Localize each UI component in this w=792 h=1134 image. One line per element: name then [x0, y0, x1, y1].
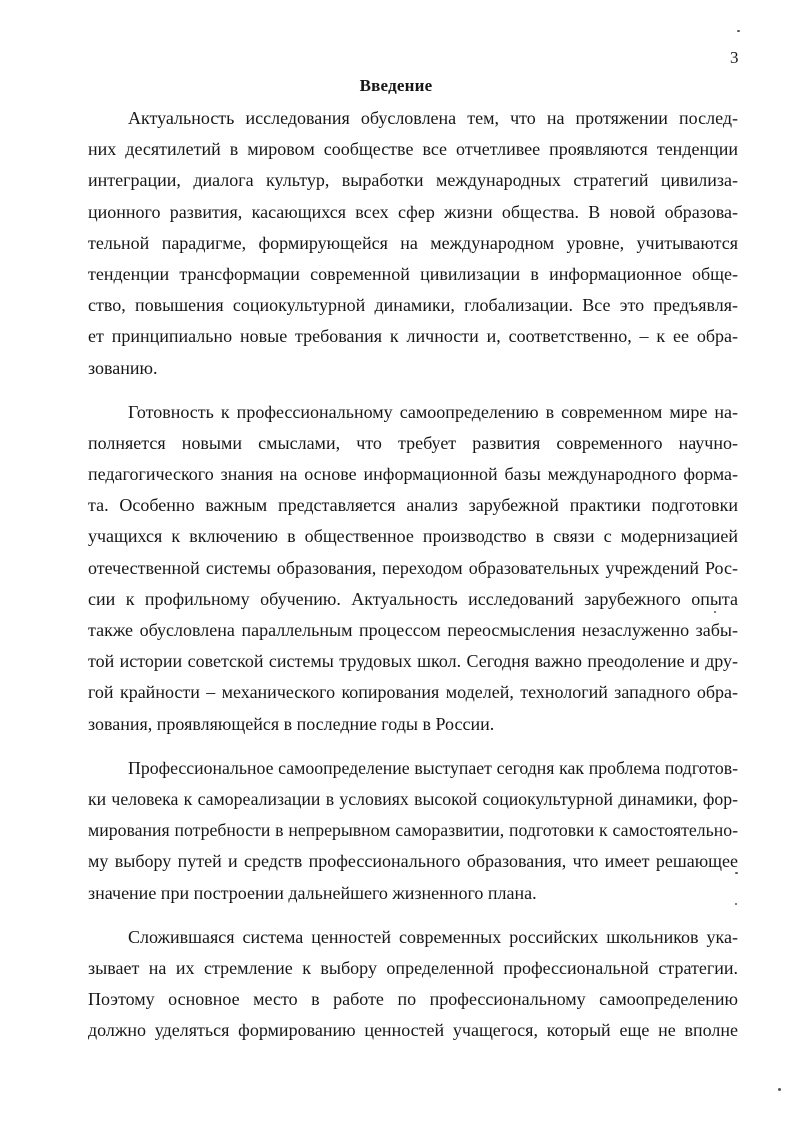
text-line: мирования потребности в непрерывном саморазвитии, подготовки к самостоятельно-: [88, 820, 738, 841]
paragraph-relevance: [88, 103, 738, 384]
text-line: Поэтому основное место в работе по профессиональному самоопределению: [88, 989, 738, 1010]
text-line: учащихся к включению в общественное производство в связи с модернизацией: [88, 526, 738, 547]
text-line: тенденции трансформации современной цивилизации в информационное обще-: [88, 263, 738, 284]
text-line: значение при построении дальнейшего жизненного плана.: [88, 882, 537, 903]
text-line: также обусловлена параллельным процессом переосмысления незаслуженно забы-: [88, 620, 738, 640]
text-line: сии к профильному обучению. Актуальность исследований зарубежного опыта: [88, 588, 738, 609]
text-line: зованию.: [88, 357, 158, 378]
text-line: та. Особенно важным представляется анализ зарубежной практики подготовки: [88, 495, 738, 516]
text-line: му выбору путей и средств профессионального образования, что имеет решающее: [88, 851, 738, 872]
text-line: интеграции, диалога культур, выработки международных стратегий цивилиза-: [88, 170, 738, 191]
scan-speck: [735, 872, 738, 874]
scan-speck: [737, 30, 740, 32]
text-line: ство, повышения социокультурной динамики, глобализации. Все это предъявля-: [88, 295, 738, 316]
text-line: должно уделяться формированию ценностей учащегося, который еще не вполне: [88, 1020, 738, 1041]
scan-speck: [714, 611, 716, 613]
text-line: полняется новыми смыслами, что требует развития современного научно-: [88, 432, 738, 453]
paragraph-self-determination: [88, 753, 738, 909]
page-title: Введение: [359, 76, 433, 95]
text-line: них десятилетий в мировом сообществе все отчетливее проявляются тенденции: [88, 139, 738, 160]
text-line: отечественной системы образования, переходом образовательных учреждений Рос-: [88, 557, 738, 578]
text-line: педагогического знания на основе информационной базы международного форма-: [88, 464, 738, 485]
text-line: Сложившаяся система ценностей современных российских школьников ука-: [128, 926, 738, 947]
text-line: той истории советской системы трудовых школ. Сегодня важно преодоление и дру-: [88, 651, 738, 672]
text-line: ционного развития, касающихся всех сфер жизни общества. В новой образова-: [88, 201, 738, 222]
text-line: Профессиональное самоопределение выступает сегодня как проблема подготов-: [128, 757, 738, 778]
body-text: [88, 103, 738, 1046]
page-number: 3: [730, 48, 739, 67]
paragraph-values: [88, 922, 738, 1047]
paragraph-readiness: [88, 397, 738, 740]
text-line: зования, проявляющейся в последние годы в России.: [88, 713, 495, 734]
text-line: Актуальность исследования обусловлена тем, что на протяжении послед-: [128, 108, 738, 128]
text-line: гой крайности – механического копирования моделей, технологий западного обра-: [88, 682, 738, 703]
text-line: Готовность к профессиональному самоопределению в современном мире на-: [128, 401, 738, 422]
scan-speck: [778, 1088, 781, 1091]
text-line: зывает на их стремление к выбору определенной профессиональной стратегии.: [88, 957, 738, 978]
text-line: тельной парадигме, формирующейся на международном уровне, учитываются: [88, 232, 738, 253]
text-line: ки человека к самореализации в условиях высокой социокультурной динамики, фор-: [88, 788, 738, 809]
text-line: ет принципиально новые требования к личности и, соответственно, – к ее обра-: [88, 326, 738, 347]
scan-speck: [735, 903, 737, 905]
